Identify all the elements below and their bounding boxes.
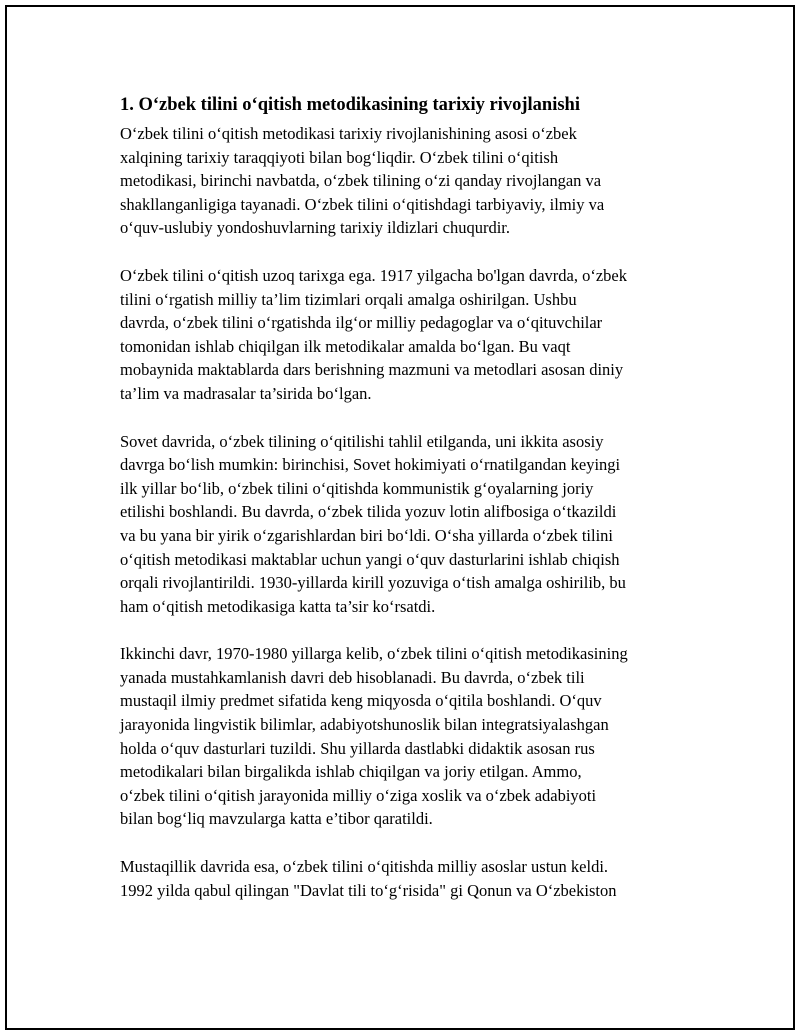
paragraph-line: Ikkinchi davr, 1970-1980 yillarga kelib, o‘zbek tilini o‘qitish metodikasining	[120, 644, 628, 664]
paragraph-line: jarayonida lingvistik bilimlar, adabiyotshunoslik bilan integratsiyalashgan	[120, 715, 609, 735]
paragraph-line: metodikasi, birinchi navbatda, o‘zbek tilining o‘zi qanday rivojlangan va	[120, 171, 602, 191]
paragraph-line: mobaynida maktablarda dars berishning mazmuni va metodlari asosan diniy	[120, 360, 624, 380]
paragraph-line: tomonidan ishlab chiqilgan ilk metodikalar amalda bo‘lgan. Bu vaqt	[120, 336, 571, 356]
paragraph-line: 1992 yilda qabul qilingan "Davlat tili to‘g‘risida" gi Qonun va O‘zbekiston	[120, 880, 617, 900]
paragraph-line: ilk yillar bo‘lib, o‘zbek tilini o‘qitishda kommunistik g‘oyalarning joriy	[120, 478, 594, 498]
paragraph-line: Mustaqillik davrida esa, o‘zbek tilini o‘qitishda milliy asoslar ustun keldi.	[120, 857, 609, 877]
paragraph-line: ta’lim va madrasalar ta’sirida bo‘lgan.	[120, 383, 372, 403]
paragraph-5	[120, 855, 700, 902]
paragraph-line: metodikalari bilan birgalikda ishlab chiqilgan va joriy etilgan. Ammo,	[120, 762, 582, 782]
paragraph-line: o‘qitish metodikasi maktablar uchun yangi o‘quv dasturlarini ishlab chiqish	[120, 549, 620, 569]
page-frame	[5, 5, 795, 1030]
paragraph-line: va bu yana bir yirik o‘zgarishlardan biri bo‘ldi. O‘sha yillarda o‘zbek tilini	[120, 525, 614, 545]
paragraph-line: o‘zbek tilini o‘qitish jarayonida milliy o‘ziga xoslik va o‘zbek adabiyoti	[120, 785, 597, 805]
paragraph-2	[120, 264, 700, 406]
paragraph-line: shakllanganligiga tayanadi. O‘zbek tilini o‘qitishdagi tarbiyaviy, ilmiy va	[120, 194, 605, 214]
paragraph-line: tilini o‘rgatish milliy ta’lim tizimlari orqali amalga oshirilgan. Ushbu	[120, 289, 577, 309]
paragraph-line: davrda, o‘zbek tilini o‘rgatishda ilg‘or milliy pedagoglar va o‘qituvchilar	[120, 313, 603, 333]
document-body	[120, 93, 700, 926]
paragraph-line: holda o‘quv dasturlari tuzildi. Shu yillarda dastlabki didaktik asosan rus	[120, 738, 595, 758]
paragraph-line: bilan bog‘liq mavzularga katta e’tibor qaratildi.	[120, 809, 433, 829]
paragraph-line: xalqining tarixiy taraqqiyoti bilan bog‘liqdir. O‘zbek tilini o‘qitish	[120, 147, 559, 167]
paragraph-1	[120, 122, 700, 240]
paragraph-line: yanada mustahkamlanish davri deb hisoblanadi. Bu davrda, o‘zbek tili	[120, 667, 585, 687]
section-heading: 1. O‘zbek tilini o‘qitish metodikasining tarixiy rivojlanishi	[120, 95, 580, 115]
paragraph-line: ham o‘qitish metodikasiga katta ta’sir ko‘rsatdi.	[120, 596, 436, 616]
paragraph-line: O‘zbek tilini o‘qitish uzoq tarixga ega. 1917 yilgacha bo'lgan davrda, o‘zbek	[120, 265, 627, 285]
paragraph-line: etilishi boshlandi. Bu davrda, o‘zbek tilida yozuv lotin alifbosiga o‘tkazildi	[120, 502, 617, 522]
paragraph-line: davrga bo‘lish mumkin: birinchisi, Sovet hokimiyati o‘rnatilgandan keyingi	[120, 455, 621, 475]
paragraph-line: O‘zbek tilini o‘qitish metodikasi tarixiy rivojlanishining asosi o‘zbek	[120, 124, 577, 143]
paragraph-3	[120, 430, 700, 619]
paragraph-line: orqali rivojlantirildi. 1930-yillarda kirill yozuviga o‘tish amalga oshirilib, bu	[120, 573, 626, 593]
paragraph-line: o‘quv-uslubiy yondoshuvlarning tarixiy ildizlari chuqurdir.	[120, 218, 510, 238]
paragraph-4	[120, 642, 700, 831]
paragraph-line: Sovet davrida, o‘zbek tilining o‘qitilishi tahlil etilganda, uni ikkita asosiy	[120, 431, 604, 451]
paragraph-line: mustaqil ilmiy predmet sifatida keng miqyosda o‘qitila boshlandi. O‘quv	[120, 691, 602, 711]
